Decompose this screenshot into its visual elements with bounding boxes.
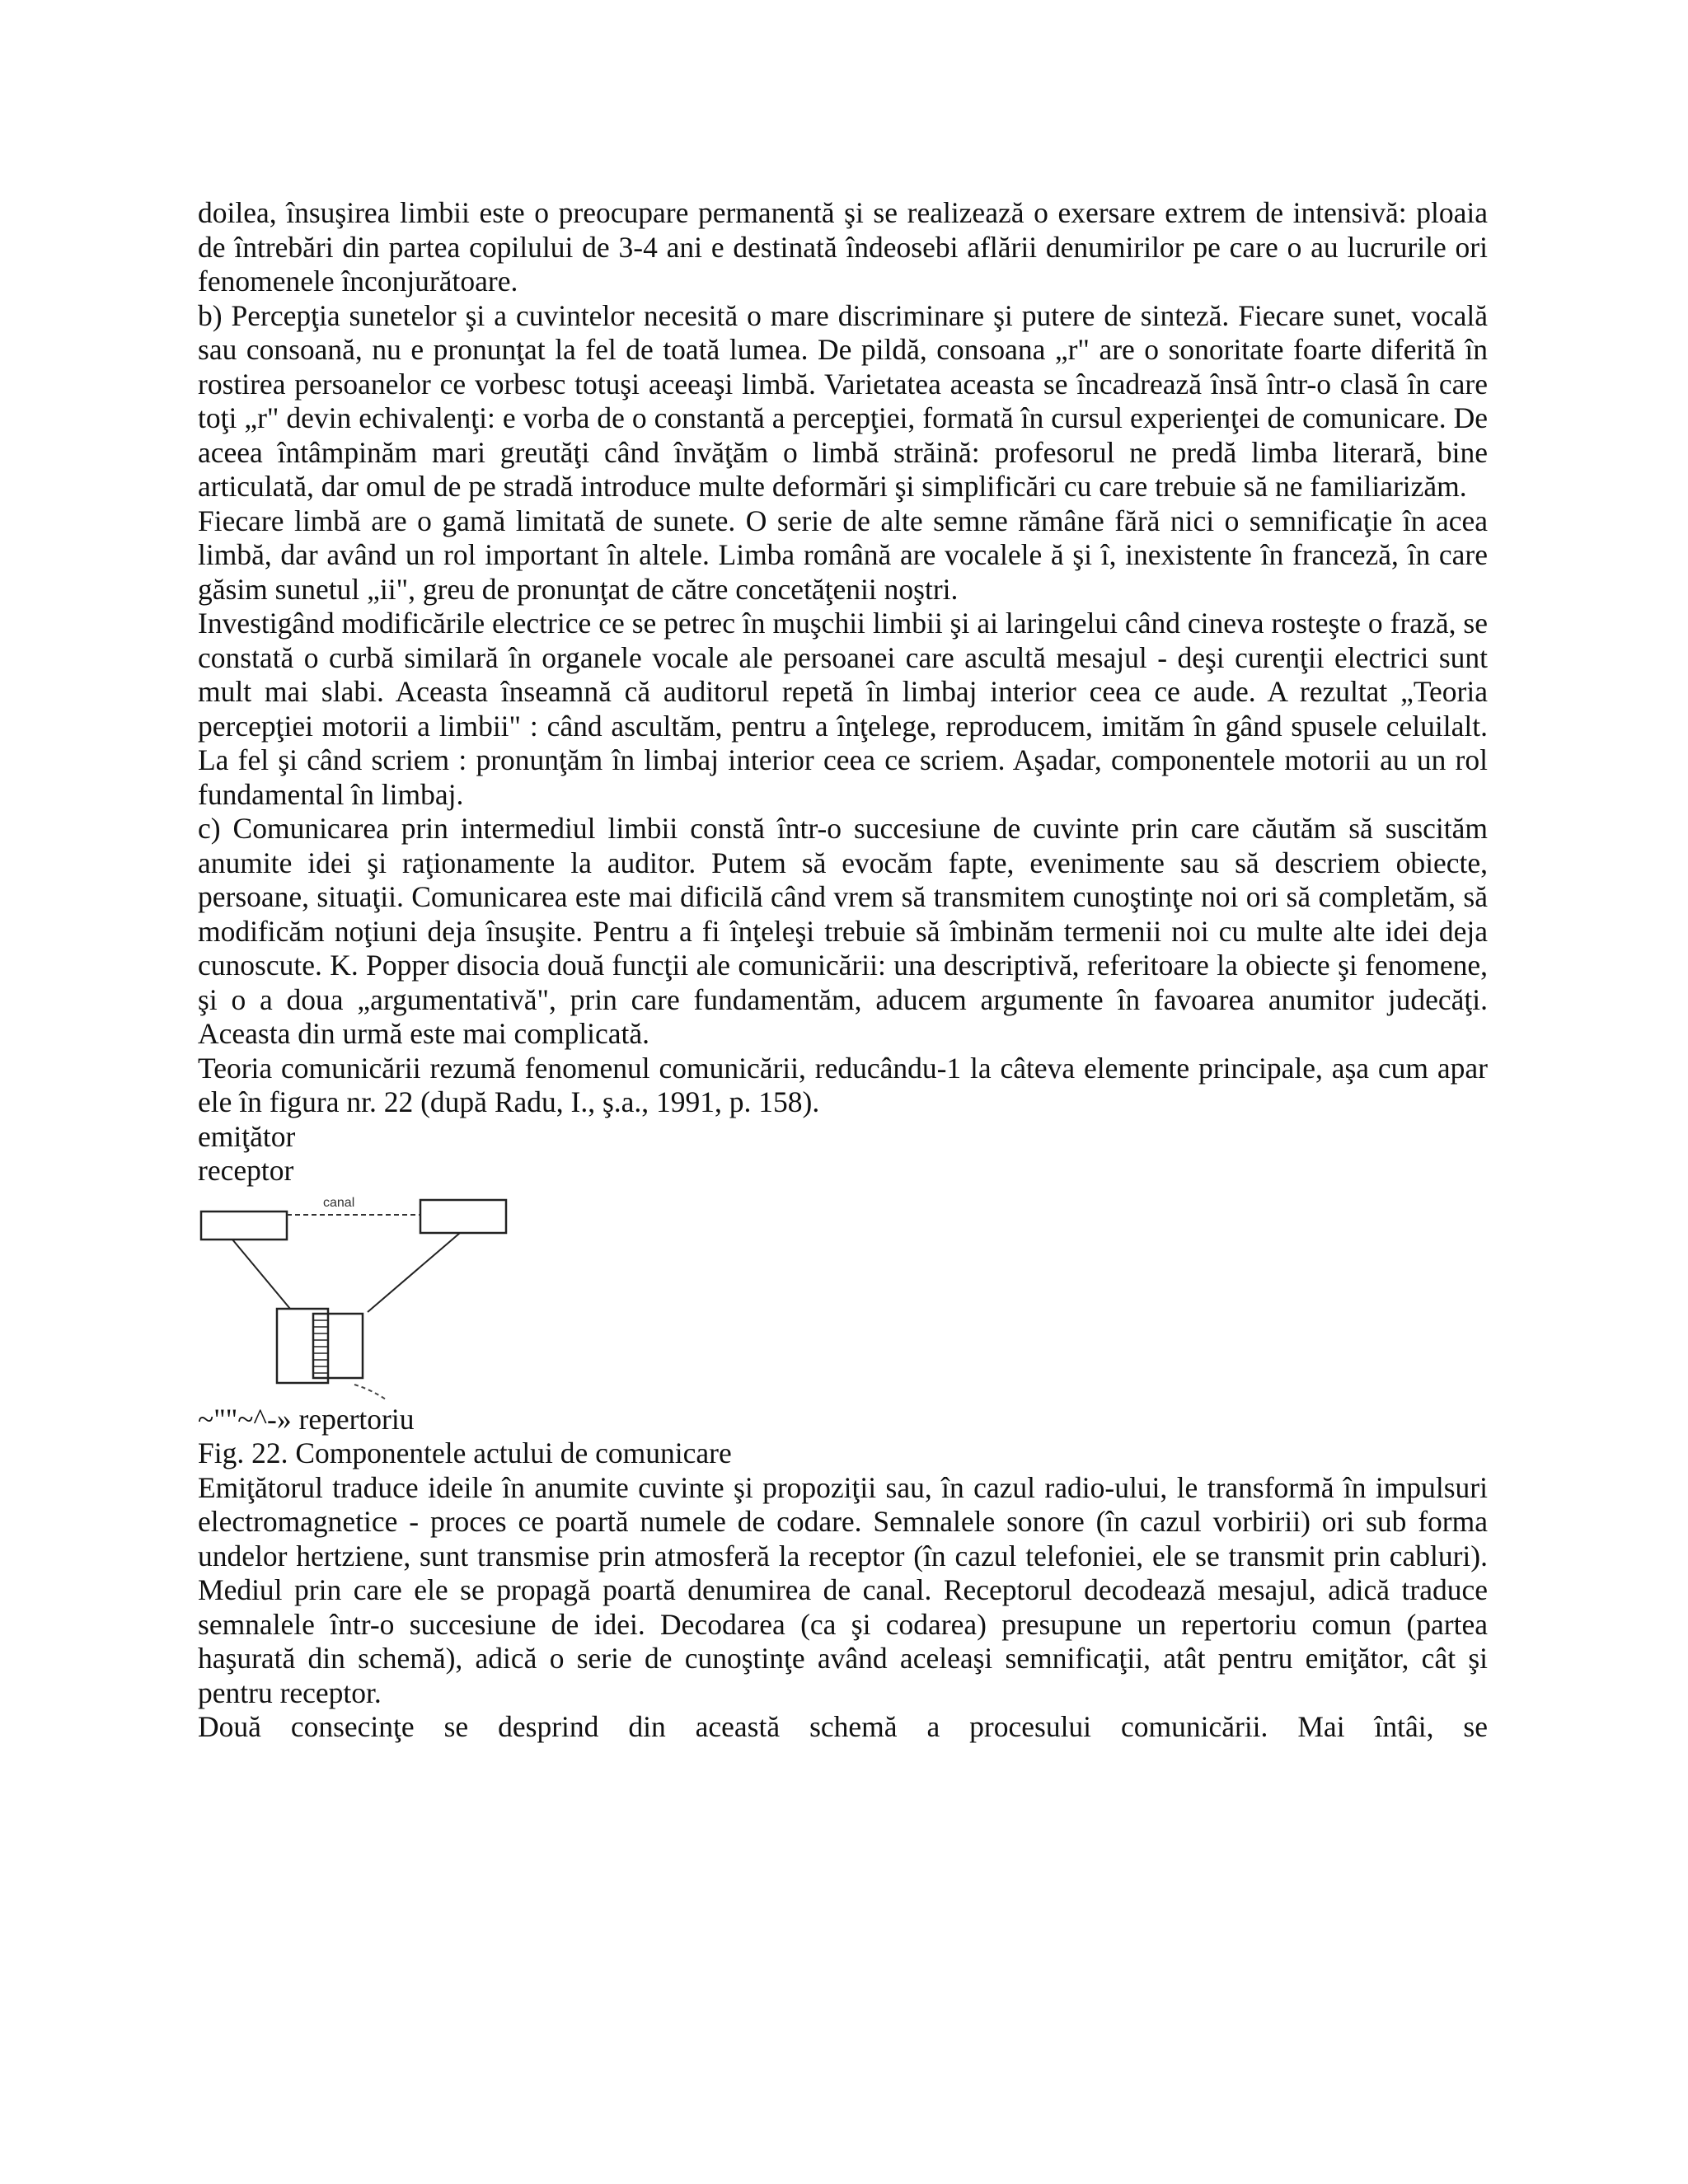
- paragraph-b-sound-perception: b) Percepţia sunetelor şi a cuvintelor necesită o mare discriminare şi putere de sinteză. Fiecare sunet, vocală sau consoană, nu e pronunţat la fel de toată lumea. De pildă, consoana „r" are o sonoritate foarte diferită în rostirea persoanelor ce vorbesc totuşi aceeaşi limbă. Varietatea aceasta se încadrează însă într-o clasă în care toţi „r" devin echivalenţi: e vorba de o constantă a percepţiei, formată în cursul experienţei de comunicare. De aceea întâmpinăm mari greutăţi când învăţăm o limbă străină: profesorul ne predă limba literară, bine articulată, dar omul de pe stradă introduce multe deformări şi simplificări cu care trebuie să ne familiarizăm.: [198, 298, 1488, 503]
- repertoire-pointer: [354, 1385, 386, 1399]
- emitter-connector: [232, 1240, 290, 1309]
- figure-label-emitter: emiţător: [198, 1119, 296, 1153]
- paragraph-motor-theory: Investigând modificările electrice ce se petrec în muşchii limbii şi ai laringelui când cineva rosteşte o frază, se constată o curbă similară în organele vocale ale persoanei care ascultă mesajul - deşi curenţii electrici sunt mult mai slabi. Aceasta înseamnă că auditorul repetă în limbaj interior ceea ce aude. A rezultat „Teoria percepţiei motorii a limbii" : când ascultăm, pentru a înţelege, reproducem, imităm în gând spusele celuilalt. La fel şi când scriem : pronunţăm în limbaj interior ceea ce scriem. Aşadar, componentele motorii au un rol fundamental în limbaj.: [198, 607, 1488, 811]
- paragraph-emitter-explanation: Emiţătorul traduce ideile în anumite cuvinte şi propoziţii sau, în cazul radio-ului, le transformă în impulsuri electromagnetice - proces ce poartă numele de codare. Semnalele sonore (în cazul vorbirii) ori sub forma undelor hertziene, sunt transmise prin atmosferă la receptor (în cazul telefoniei, ele se transmit prin cabluri). Mediul prin care ele se propagă poartă denumirea de canal. Receptorul decodează mesajul, adică traduce semnalele într-o succesiune de idei. Decodarea (ca şi codarea) presupune un repertoriu comun (partea haşurată din schemă), adică o serie de cunoştinţe având aceleaşi semnificaţii, atât pentru emiţător, cât şi pentru receptor.: [198, 1470, 1488, 1709]
- paragraph-theory-summary: Teoria comunicării rezumă fenomenul comunicării, reducându-1 la câteva elemente principale, aşa cum apar ele în figura nr. 22 (după Radu, I., ş.a., 1991, p. 158).: [198, 1051, 1488, 1118]
- paragraph-consequences: Două consecinţe se desprind din această schemă a procesului comunicării. Mai întâi, se: [198, 1710, 1488, 1743]
- communication-diagram: [198, 1188, 528, 1403]
- paragraph-c-communication: c) Comunicarea prin intermediul limbii constă într-o succesiune de cuvinte prin care căutăm să suscităm anumite idei şi raţionamente la auditor. Putem să evocăm fapte, evenimente sau să descriem obiecte, persoane, situaţii. Comunicarea este mai dificilă când vrem să transmitem cunoştinţe noi ori să completăm, să modificăm noţiuni deja însuşite. Pentru a fi înţeleşi trebuie să îmbinăm termenii noi cu multe alte idei deja cunoscute. K. Popper disocia două funcţii ale comunicării: una descriptivă, referitoare la obiecte şi fenomene, şi o a doua „argumentativă", prin care fundamentăm, aducem argumente în favoarea anumitor judecăţi. Aceasta din urmă este mai complicată.: [198, 812, 1488, 1050]
- receiver-connector: [368, 1233, 460, 1312]
- paragraph-intro-continuation: doilea, însuşirea limbii este o preocupare permanentă şi se realizează o exersare extrem de intensivă: ploaia de întrebări din partea copilului de 3-4 ani e destinată îndeosebi aflării denumirilor pe care o au lucrurile ori fenomenele înconjurătoare.: [198, 196, 1488, 298]
- figure-label-receiver: receptor: [198, 1154, 294, 1187]
- figure-label-repertoire: ~""~^-» repertoriu: [198, 1402, 415, 1436]
- channel-label: canal: [323, 1195, 355, 1210]
- document-page: [198, 196, 1488, 1745]
- figure-caption: Fig. 22. Componentele actului de comunicare: [198, 1436, 732, 1469]
- communication-diagram-svg: [198, 1188, 528, 1403]
- receiver-box: [420, 1200, 506, 1233]
- paragraph-language-sounds: Fiecare limbă are o gamă limitată de sunete. O serie de alte semne rămâne fără nici o semnificaţie în acea limbă, dar având un rol important în altele. Limba română are vocalele ă şi î, inexistente în franceză, în care găsim sunetul „ii", greu de pronunţat de către concetăţenii noştri.: [198, 504, 1488, 606]
- repertoire-receiver-box: [313, 1314, 363, 1378]
- common-repertoire-hatch: [313, 1320, 328, 1373]
- emitter-box: [201, 1212, 287, 1240]
